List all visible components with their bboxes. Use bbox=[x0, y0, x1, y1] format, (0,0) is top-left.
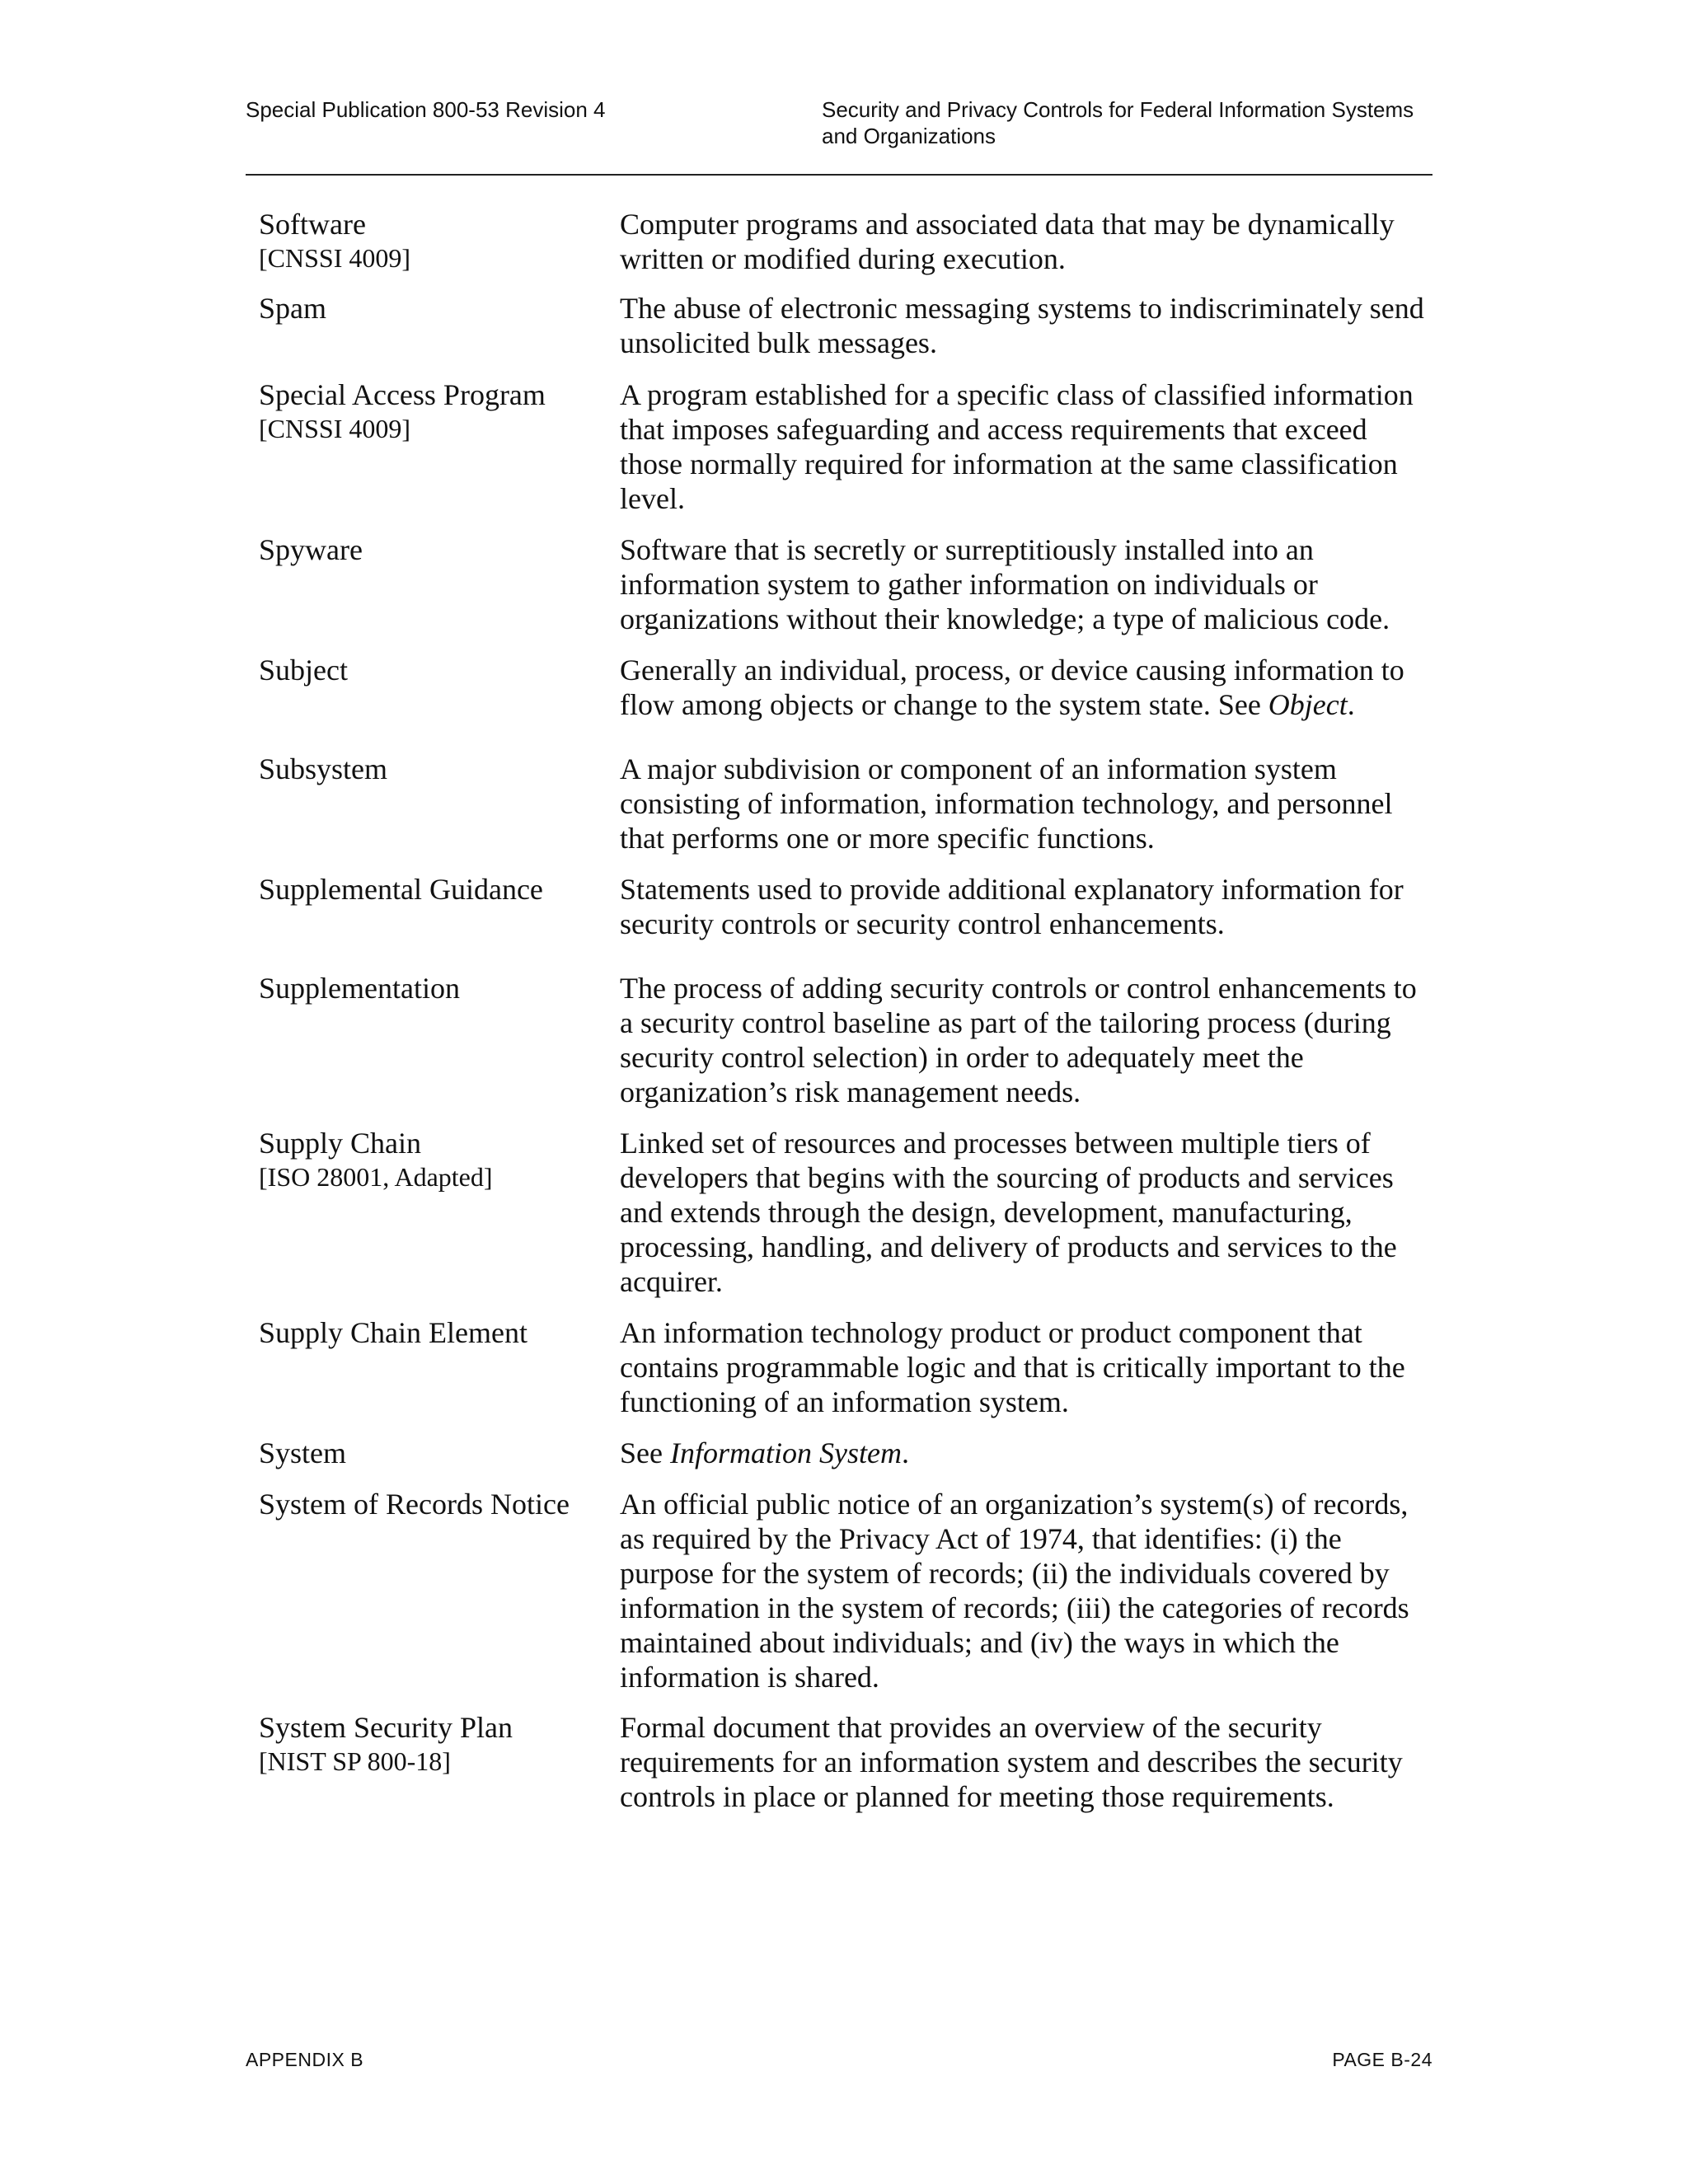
glossary-definition: A program established for a specific class of classified information that imposes safeguarding and access requirements that exceed those normally required for information at the same classification level. bbox=[620, 378, 1414, 515]
glossary-definition: The process of adding security controls or control enhancements to a security control baseline as part of the tailoring process (during security control selection) in order to adequately meet the organization’s risk management needs. bbox=[620, 972, 1417, 1108]
term-source: [CNSSI 4009] bbox=[259, 414, 411, 443]
glossary-term bbox=[259, 752, 605, 786]
glossary-definition: The abuse of electronic messaging systems to indiscriminately send unsolicited bulk messages. bbox=[620, 292, 1424, 359]
glossary-term bbox=[259, 1710, 605, 1778]
glossary-definition: An information technology product or product component that contains programmable logic and that is critically important to the functioning of an information system. bbox=[620, 1316, 1405, 1418]
term-source: [ISO 28001, Adapted] bbox=[259, 1162, 493, 1192]
glossary-term bbox=[259, 1436, 605, 1470]
glossary-definition bbox=[620, 653, 1436, 722]
term-label: Supplementation bbox=[259, 972, 460, 1005]
glossary-term bbox=[259, 1487, 605, 1521]
definition-text: Generally an individual, process, or device causing information to flow among objects or change to the system state. See bbox=[620, 654, 1404, 721]
glossary-term bbox=[259, 291, 605, 326]
glossary-term bbox=[259, 653, 605, 687]
definition-text-end: . bbox=[1347, 688, 1355, 721]
header-title-line-2: and Organizations bbox=[822, 124, 996, 148]
glossary-term bbox=[259, 971, 605, 1005]
term-label: Subject bbox=[259, 654, 348, 687]
header-title-line-1: Security and Privacy Controls for Federal Information Systems bbox=[822, 97, 1414, 122]
glossary-term bbox=[259, 377, 605, 445]
glossary-definition: Formal document that provides an overview of the security requirements for an information system and describes the security controls in place or planned for meeting those requirements. bbox=[620, 1711, 1403, 1813]
glossary-definition: Statements used to provide additional explanatory information for security controls or security control enhancements. bbox=[620, 873, 1404, 940]
glossary-term bbox=[259, 1315, 605, 1350]
term-source: [NIST SP 800-18] bbox=[259, 1746, 451, 1776]
glossary-definition: Linked set of resources and processes between multiple tiers of developers that begins with the sourcing of products and services and extends through the design, development, manufacturing, processing, handling, and delivery of products and services to the acquirer. bbox=[620, 1127, 1397, 1298]
footer-page-number: PAGE B-24 bbox=[1332, 2049, 1432, 2070]
glossary-term bbox=[259, 872, 605, 907]
term-label: Supply Chain Element bbox=[259, 1316, 528, 1349]
definition-text-end: . bbox=[901, 1436, 909, 1469]
glossary-term bbox=[259, 532, 605, 567]
glossary-definition: A major subdivision or component of an information system consisting of information, information technology, and personnel that performs one or more specific functions. bbox=[620, 752, 1393, 855]
running-header-left: Special Publication 800-53 Revision 4 bbox=[246, 97, 606, 122]
term-label: Spyware bbox=[259, 533, 363, 566]
term-label: Subsystem bbox=[259, 752, 388, 785]
term-label: System Security Plan bbox=[259, 1711, 513, 1744]
term-label: Special Access Program bbox=[259, 378, 546, 411]
term-label: Supplemental Guidance bbox=[259, 873, 543, 906]
glossary-definition bbox=[620, 1436, 1436, 1470]
term-label: Spam bbox=[259, 292, 327, 325]
term-label: System bbox=[259, 1436, 347, 1469]
definition-text: See bbox=[620, 1436, 670, 1469]
glossary-definition: Software that is secretly or surreptitiously installed into an information system to gather information on individuals or organizations without their knowledge; a type of malicious code. bbox=[620, 533, 1390, 635]
cross-reference: Object bbox=[1268, 688, 1348, 721]
glossary-term bbox=[259, 207, 605, 274]
glossary-term bbox=[259, 1126, 605, 1193]
term-source: [CNSSI 4009] bbox=[259, 243, 411, 273]
glossary-definition: An official public notice of an organization’s system(s) of records, as required by the Privacy Act of 1974, that identifies: (i) the purpose for the system of records; (ii) the individuals covered by information in the system of records; (iii) the categories of records maintained about individuals; and (iv) the ways in which the information is shared. bbox=[620, 1488, 1409, 1694]
glossary-definition: Computer programs and associated data that may be dynamically written or modified during execution. bbox=[620, 208, 1395, 275]
term-label: System of Records Notice bbox=[259, 1488, 570, 1521]
footer-appendix-label: APPENDIX B bbox=[246, 2049, 364, 2070]
term-label: Supply Chain bbox=[259, 1127, 422, 1160]
term-label: Software bbox=[259, 208, 366, 241]
cross-reference: Information System bbox=[669, 1436, 902, 1469]
